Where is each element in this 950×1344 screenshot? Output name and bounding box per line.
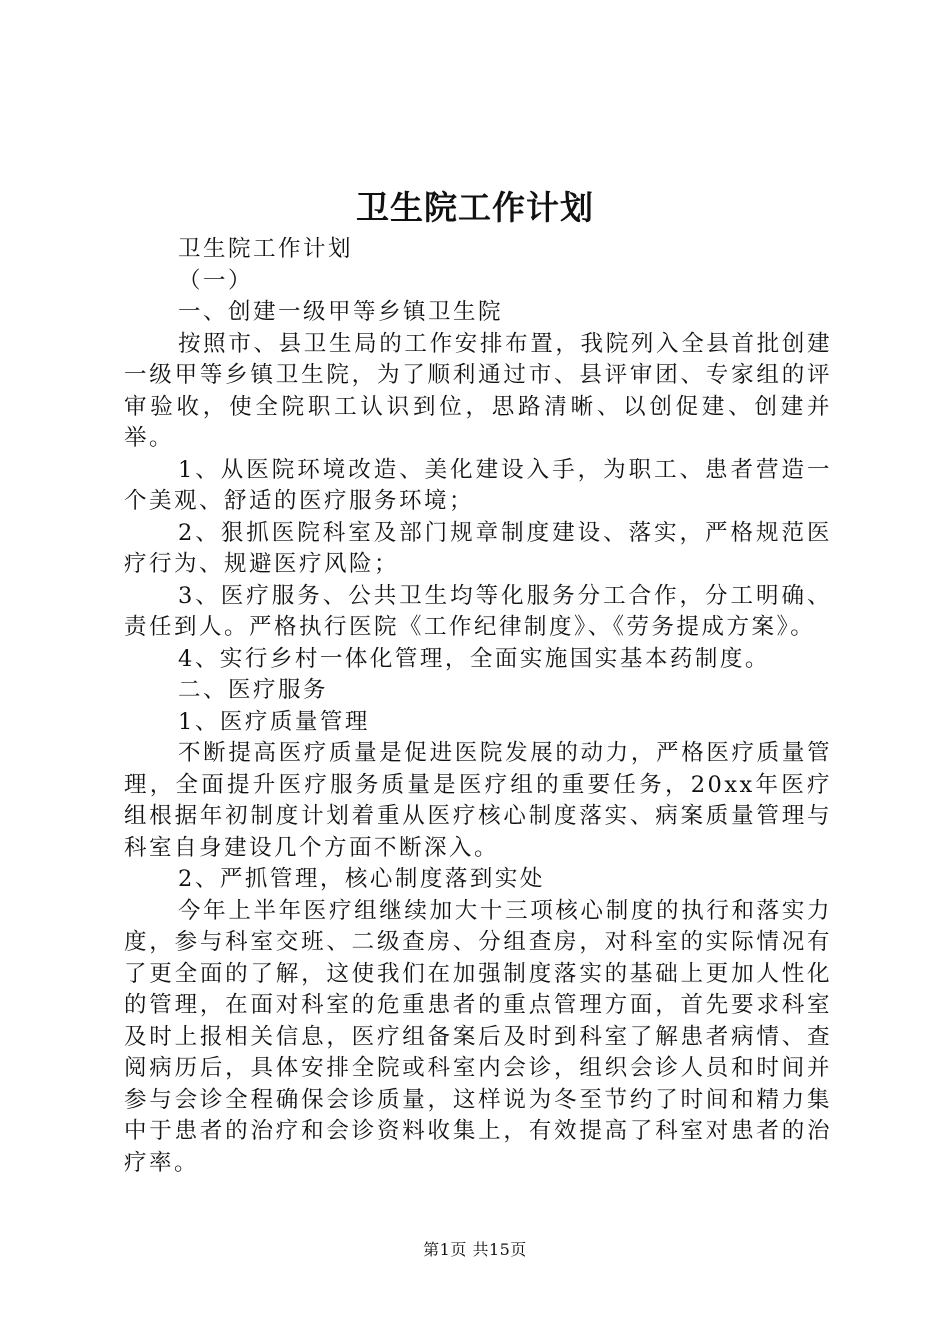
paragraph-management: 今年上半年医疗组继续加大十三项核心制度的执行和落实力度，参与科室交班、二级查房、分组查房，对科室的实际情况有了更全面的了解，这使我们在加强制度落实的基础上更加人性化的管理，在面对科室的危重患者的重点管理方面，首先要求科室及时上报相关信息，医疗组备案后及时到科室了解患者病情、查阅病历后，具体安排全院或科室内会诊，组织会诊人员和时间并参与会诊全程确保会诊质量，这样说为冬至节约了时间和精力集中于患者的治疗和会诊资料收集上，有效提高了科室对患者的治疗率。 [124,897,832,1176]
heading-subsection-1: 1、医疗质量管理 [178,708,370,735]
document-body [124,234,832,1179]
list-item-1: 1、从医院环境改造、美化建设入手，为职工、患者营造一个美观、舒适的医疗服务环境； [124,456,832,514]
paragraph-intro: 按照市、县卫生局的工作安排布置，我院列入全县首批创建一级甲等乡镇卫生院，为了顺利通过市、县评审团、专家组的评审验收，使全院职工认识到位，思路清晰、以创促建、创建并举。 [124,330,832,451]
heading-subsection-2: 2、严抓管理，核心制度落到实处 [178,866,545,892]
heading-section-2: 二、医疗服务 [178,677,329,703]
document-title: 卫生院工作计划 [356,188,594,227]
page-footer: 第1页 共15页 [423,1240,527,1259]
heading-section-1: 一、创建一级甲等乡镇卫生院 [178,299,504,325]
list-item-2: 2、狠抓医院科室及部门规章制度建设、落实，严格规范医疗行为、规避医疗风险； [124,519,832,577]
paragraph-quality: 不断提高医疗质量是促进医院发展的动力，严格医疗质量管理，全面提升医疗服务质量是医疗组的重要任务，20xx年医疗组根据年初制度计划着重从医疗核心制度落实、病案质量管理与科室自身建设几个方面不断深入。 [124,740,832,861]
paragraph-section-number: （一） [178,267,254,294]
paragraph-subtitle: 卫生院工作计划 [178,236,354,262]
list-item-3: 3、医疗服务、公共卫生均等化服务分工合作，分工明确、责任到人。严格执行医院《工作纪律制度》、《劳务提成方案》。 [124,582,832,640]
list-item-4: 4、实行乡村一体化管理，全面实施国实基本药制度。 [178,645,770,672]
